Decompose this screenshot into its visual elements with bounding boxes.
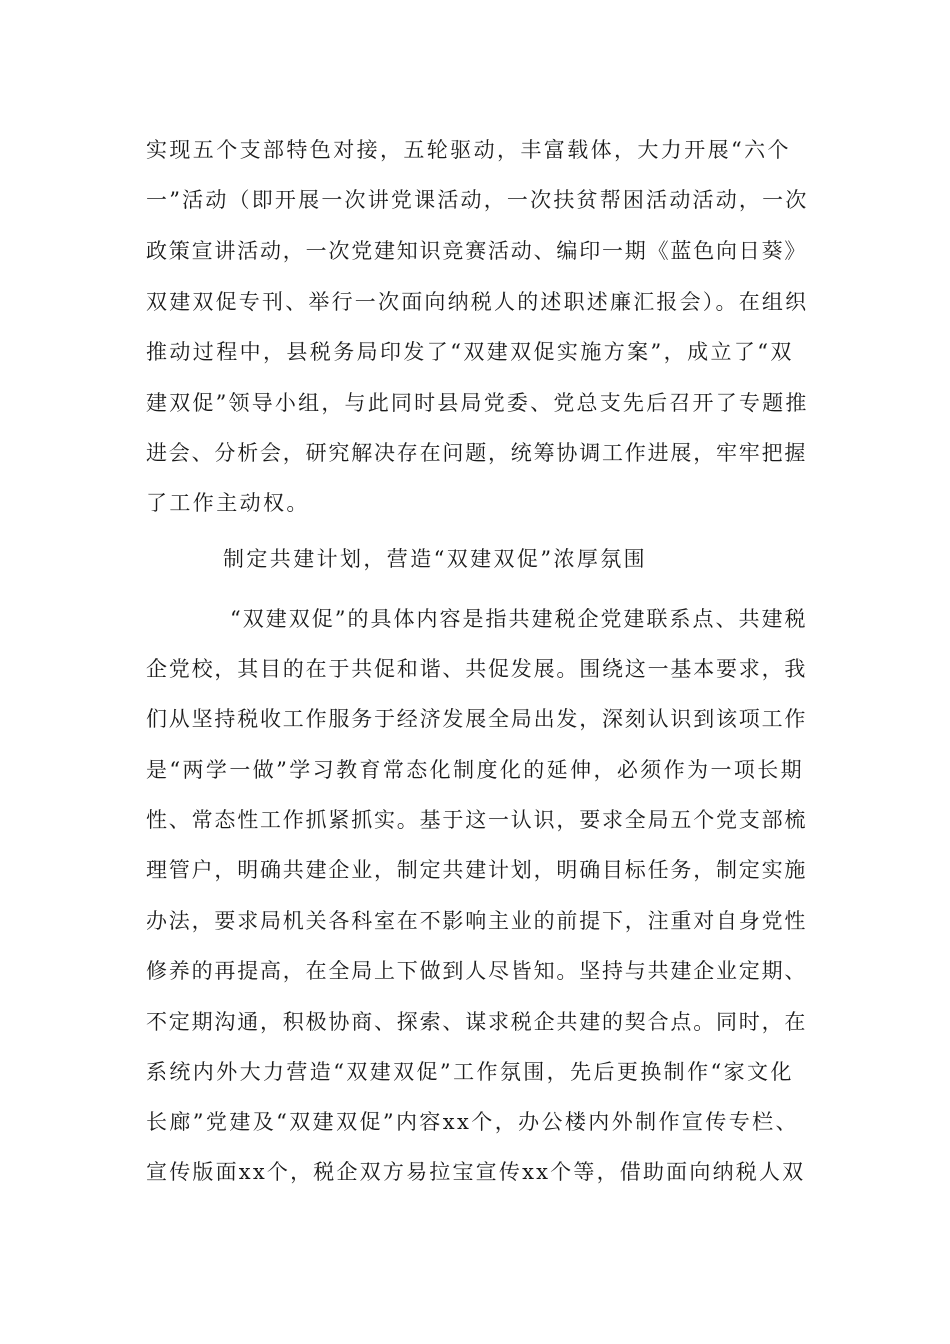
paragraph-line: 企党校，其目的在于共促和谐、共促发展。围绕这一基本要求，我 — [146, 657, 808, 681]
paragraph-line: 双建双促专刊、举行一次面向纳税人的述职述廉汇报会）。在组织 — [146, 290, 809, 314]
paragraph-line: 们从坚持税收工作服务于经济发展全局出发，深刻认识到该项工作 — [146, 707, 808, 731]
paragraph-line: 政策宣讲活动，一次党建知识竞赛活动、编印一期《蓝色向日葵》 — [146, 239, 808, 263]
paragraph-line: 不定期沟通，积极协商、探索、谋求税企共建的契合点。同时，在 — [146, 1010, 808, 1034]
paragraph-line: 宣传版面xx个，税企双方易拉宝宣传xx个等，借助面向纳税人双 — [146, 1160, 806, 1184]
paragraph-line: “双建双促”的具体内容是指共建税企党建联系点、共建税 — [230, 607, 808, 631]
paragraph-line: 长廊”党建及“双建双促”内容xx个，办公楼内外制作宣传专栏、 — [146, 1110, 799, 1134]
paragraph-line: 一”活动（即开展一次讲党课活动，一次扶贫帮困活动活动，一次 — [146, 188, 809, 212]
paragraph-line: 了工作主动权。 — [146, 491, 310, 515]
paragraph-line: 办法，要求局机关各科室在不影响主业的前提下，注重对自身党性 — [146, 909, 808, 933]
paragraph-line: 理管户，明确共建企业，制定共建计划，明确目标任务，制定实施 — [146, 858, 808, 882]
paragraph-line: 推动过程中，县税务局印发了“双建双促实施方案”，成立了“双 — [146, 340, 794, 364]
paragraph-line: 系统内外大力营造“双建双促”工作氛围，先后更换制作“家文化 — [146, 1060, 794, 1084]
section-heading: 制定共建计划，营造“双建双促”浓厚氛围 — [223, 547, 648, 571]
paragraph-line: 性、常态性工作抓紧抓实。基于这一认识，要求全局五个党支部梳 — [146, 808, 808, 832]
paragraph-line: 建双促”领导小组，与此同时县局党委、党总支先后召开了专题推 — [146, 391, 809, 415]
paragraph-line: 进会、分析会，研究解决存在问题，统筹协调工作进展，牢牢把握 — [146, 441, 808, 465]
paragraph-line: 修养的再提高，在全局上下做到人尽皆知。坚持与共建企业定期、 — [146, 959, 808, 983]
paragraph-line: 是“两学一做”学习教育常态化制度化的延伸，必须作为一项长期 — [146, 758, 805, 782]
paragraph-line: 实现五个支部特色对接，五轮驱动，丰富载体，大力开展“六个 — [146, 138, 791, 162]
